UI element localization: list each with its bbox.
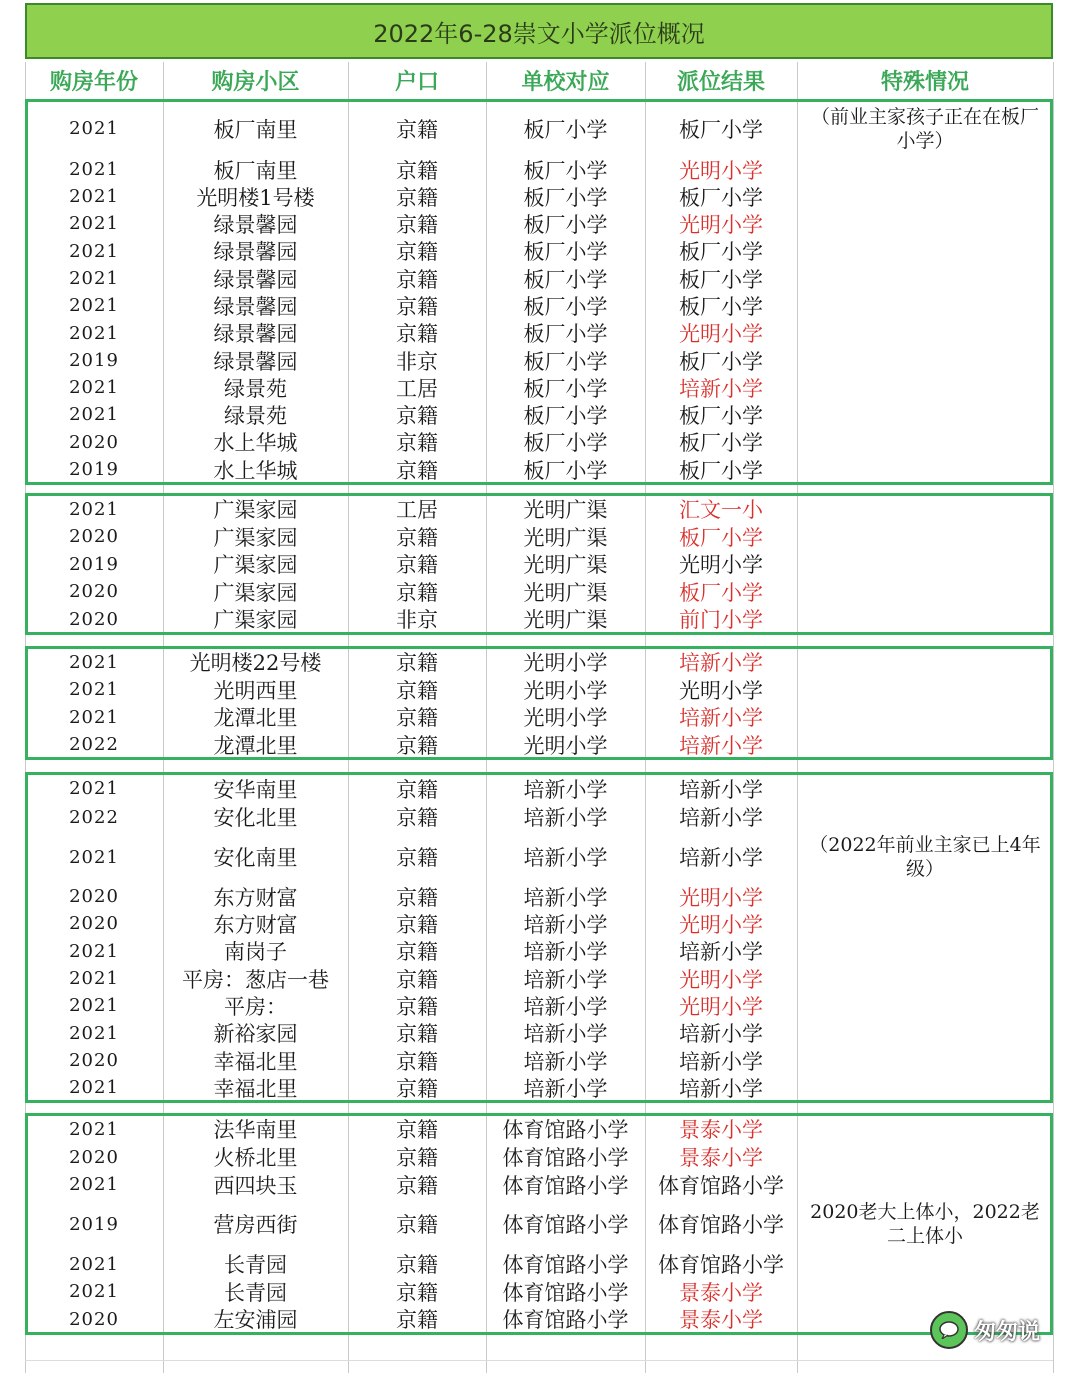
cell-hukou: 京籍 xyxy=(396,912,438,937)
table-row xyxy=(25,210,1053,237)
cell-hukou: 京籍 xyxy=(396,806,438,830)
cell-note xyxy=(797,456,1053,483)
cell-school: 体育馆路小学 xyxy=(502,1118,629,1142)
cell-year: 2021 xyxy=(69,968,119,989)
cell-result: 板厂小学 xyxy=(679,267,763,292)
cell-school: 光明小学 xyxy=(523,706,608,730)
cell-school: 板厂小学 xyxy=(523,376,608,401)
cell-year: 2020 xyxy=(69,608,119,630)
cell-year: 2019 xyxy=(69,553,119,575)
brand-name: 匆匆说 xyxy=(974,1319,1041,1345)
column-header: 购房年份 xyxy=(49,69,138,95)
cell-result: 光明小学 xyxy=(679,912,763,937)
cell-hukou: 非京 xyxy=(396,608,438,632)
cell-note xyxy=(797,319,1053,347)
table-row xyxy=(25,374,1053,401)
cell-hukou: 非京 xyxy=(396,349,438,374)
table-row xyxy=(25,428,1053,456)
cell-year: 2021 xyxy=(69,118,119,139)
cell-school: 体育馆路小学 xyxy=(502,1253,629,1277)
cell-result: 板厂小学 xyxy=(679,431,763,455)
grid-column-line xyxy=(1053,62,1054,1373)
cell-note xyxy=(797,292,1053,319)
cell-hukou: 京籍 xyxy=(396,846,438,870)
cell-year: 2021 xyxy=(69,679,119,700)
table-row xyxy=(25,401,1053,428)
cell-hukou: 京籍 xyxy=(396,1280,438,1305)
cell-area: 绿景馨园 xyxy=(213,322,298,346)
cell-area: 广渠家园 xyxy=(213,553,298,577)
cell-result: 板厂小学 xyxy=(679,349,763,374)
cell-hukou: 京籍 xyxy=(396,553,438,577)
cell-school: 板厂小学 xyxy=(523,294,608,319)
table-row xyxy=(25,347,1053,374)
cell-note xyxy=(797,237,1053,265)
table-row xyxy=(25,183,1053,210)
table-row xyxy=(25,578,1053,605)
cell-note xyxy=(797,1115,1053,1143)
cell-note xyxy=(797,550,1053,578)
cell-result: 板厂小学 xyxy=(679,294,763,319)
cell-year: 2020 xyxy=(69,431,119,453)
cell-area: 光明西里 xyxy=(213,678,298,703)
cell-area: 绿景苑 xyxy=(224,403,287,428)
cell-area: 法华南里 xyxy=(213,1118,298,1142)
cell-hukou: 京籍 xyxy=(396,1173,438,1198)
table-row xyxy=(25,1278,1053,1305)
table-row xyxy=(25,910,1053,937)
cell-school: 培新小学 xyxy=(523,1076,608,1101)
cell-note: （2022年前业主家已上4年级） xyxy=(809,834,1041,880)
cell-note xyxy=(797,883,1053,910)
table-row xyxy=(25,965,1053,992)
cell-area: 龙潭北里 xyxy=(213,733,298,758)
column-header: 购房小区 xyxy=(211,69,300,95)
cell-result: 景泰小学 xyxy=(679,1280,763,1305)
cell-result: 板厂小学 xyxy=(679,525,763,550)
column-header: 派位结果 xyxy=(676,69,765,95)
cell-hukou: 京籍 xyxy=(396,885,438,910)
cell-school: 体育馆路小学 xyxy=(502,1146,629,1170)
cell-year: 2021 xyxy=(69,1174,119,1195)
cell-school: 板厂小学 xyxy=(523,403,608,428)
cell-note xyxy=(797,1047,1053,1074)
table-row xyxy=(25,319,1053,347)
table-row xyxy=(25,292,1053,319)
cell-school: 培新小学 xyxy=(523,1049,608,1074)
cell-note xyxy=(797,676,1053,703)
cell-hukou: 京籍 xyxy=(396,294,438,319)
cell-result: 光明小学 xyxy=(679,994,763,1019)
cell-note xyxy=(797,578,1053,605)
table-row xyxy=(25,992,1053,1019)
cell-year: 2020 xyxy=(69,913,119,934)
table-row xyxy=(25,1074,1053,1101)
cell-note xyxy=(797,347,1053,374)
cell-result: 培新小学 xyxy=(679,706,763,730)
cell-year: 2021 xyxy=(69,706,119,728)
cell-note xyxy=(797,910,1053,937)
cell-note xyxy=(797,731,1053,758)
cell-result: 培新小学 xyxy=(679,733,763,758)
cell-note xyxy=(797,495,1053,523)
cell-area: 光明楼1号楼 xyxy=(196,185,315,210)
cell-hukou: 京籍 xyxy=(396,403,438,428)
cell-year: 2021 xyxy=(69,404,119,425)
cell-hukou: 工居 xyxy=(396,376,438,401)
cell-area: 板厂南里 xyxy=(213,117,298,142)
cell-school: 板厂小学 xyxy=(523,431,608,455)
cell-area: 新裕家园 xyxy=(213,1022,298,1046)
cell-school: 板厂小学 xyxy=(523,267,608,292)
cell-year: 2021 xyxy=(69,651,119,673)
cell-hukou: 京籍 xyxy=(396,267,438,292)
cell-hukou: 京籍 xyxy=(396,322,438,346)
cell-area: 幸福北里 xyxy=(213,1076,298,1101)
cell-year: 2020 xyxy=(69,581,119,602)
cell-hukou: 京籍 xyxy=(396,706,438,730)
table-row xyxy=(25,1305,1053,1333)
table-row xyxy=(25,648,1053,676)
cell-area: 东方财富 xyxy=(213,885,298,910)
table-row xyxy=(25,1143,1053,1171)
cell-school: 培新小学 xyxy=(523,1022,608,1046)
cell-result: 板厂小学 xyxy=(679,580,763,605)
cell-year: 2021 xyxy=(69,1118,119,1140)
cell-note xyxy=(797,992,1053,1019)
column-header: 单校对应 xyxy=(521,69,610,95)
cell-school: 培新小学 xyxy=(523,846,608,870)
cell-result: 光明小学 xyxy=(679,158,763,183)
table-row xyxy=(25,1198,1053,1250)
cell-area: 板厂南里 xyxy=(213,158,298,183)
brand-watermark xyxy=(930,1300,1050,1360)
cell-note xyxy=(797,1143,1053,1171)
cell-school: 培新小学 xyxy=(523,806,608,830)
cell-year: 2021 xyxy=(69,498,119,520)
cell-year: 2020 xyxy=(69,1308,119,1330)
cell-result: 景泰小学 xyxy=(679,1146,763,1170)
table-row xyxy=(25,156,1053,183)
cell-result: 培新小学 xyxy=(679,651,763,675)
cell-year: 2021 xyxy=(69,186,119,207)
cell-area: 水上华城 xyxy=(213,458,298,483)
cell-school: 光明广渠 xyxy=(523,580,608,605)
cell-hukou: 京籍 xyxy=(396,1253,438,1277)
cell-area: 东方财富 xyxy=(213,912,298,937)
cell-year: 2021 xyxy=(69,295,119,316)
cell-year: 2021 xyxy=(69,940,119,962)
cell-result: 培新小学 xyxy=(679,1049,763,1074)
cell-result: 培新小学 xyxy=(679,777,763,802)
table-row xyxy=(25,703,1053,731)
cell-hukou: 京籍 xyxy=(396,1049,438,1074)
cell-school: 板厂小学 xyxy=(523,117,608,142)
cell-area: 左安浦园 xyxy=(213,1308,298,1332)
cell-year: 2021 xyxy=(69,159,119,180)
cell-hukou: 京籍 xyxy=(396,185,438,210)
cell-year: 2021 xyxy=(69,213,119,234)
cell-result: 板厂小学 xyxy=(679,117,763,142)
cell-area: 安华南里 xyxy=(213,777,298,802)
cell-area: 火桥北里 xyxy=(213,1146,298,1170)
cell-area: 水上华城 xyxy=(213,431,298,455)
cell-year: 2021 xyxy=(69,1022,119,1044)
cell-year: 2022 xyxy=(69,734,119,755)
cell-note xyxy=(797,1250,1053,1278)
cell-hukou: 京籍 xyxy=(396,1308,438,1332)
cell-result: 体育馆路小学 xyxy=(658,1173,784,1198)
cell-school: 板厂小学 xyxy=(523,458,608,483)
cell-school: 体育馆路小学 xyxy=(502,1280,629,1305)
cell-hukou: 京籍 xyxy=(396,580,438,605)
cell-result: 光明小学 xyxy=(679,885,763,910)
table-row xyxy=(25,605,1053,633)
cell-hukou: 京籍 xyxy=(396,1118,438,1142)
cell-year: 2021 xyxy=(69,1077,119,1098)
cell-school: 光明小学 xyxy=(523,678,608,703)
cell-result: 体育馆路小学 xyxy=(658,1253,784,1277)
cell-hukou: 京籍 xyxy=(396,967,438,992)
cell-hukou: 京籍 xyxy=(396,940,438,964)
cell-area: 光明楼22号楼 xyxy=(189,651,322,675)
table-row xyxy=(25,937,1053,965)
cell-result: 培新小学 xyxy=(679,1076,763,1101)
cell-area: 平房：葱店一巷 xyxy=(182,967,329,992)
cell-result: 培新小学 xyxy=(679,376,763,401)
cell-result: 光明小学 xyxy=(679,967,763,992)
cell-hukou: 京籍 xyxy=(396,212,438,237)
cell-school: 光明小学 xyxy=(523,651,608,675)
cell-result: 培新小学 xyxy=(679,940,763,964)
cell-hukou: 京籍 xyxy=(396,777,438,802)
cell-area: 绿景苑 xyxy=(224,376,287,401)
cell-hukou: 京籍 xyxy=(396,994,438,1019)
cell-year: 2022 xyxy=(69,806,119,828)
cell-area: 安化北里 xyxy=(213,806,298,830)
cell-year: 2020 xyxy=(69,886,119,907)
table-row xyxy=(25,523,1053,550)
cell-area: 西四块玉 xyxy=(213,1173,298,1198)
cell-result: 前门小学 xyxy=(679,608,763,632)
cell-school: 光明广渠 xyxy=(523,608,608,632)
cell-area: 龙潭北里 xyxy=(213,706,298,730)
cell-note xyxy=(797,648,1053,676)
cell-year: 2021 xyxy=(69,322,119,344)
cell-year: 2019 xyxy=(69,459,119,480)
cell-hukou: 京籍 xyxy=(396,733,438,758)
cell-area: 广渠家园 xyxy=(213,608,298,632)
cell-area: 广渠家园 xyxy=(213,580,298,605)
cell-note: （前业主家孩子正在在板厂小学） xyxy=(810,105,1039,152)
cell-area: 广渠家园 xyxy=(213,498,298,522)
table-row xyxy=(25,1019,1053,1047)
cell-area: 绿景馨园 xyxy=(213,240,298,264)
grid-row-line xyxy=(25,1360,1053,1361)
cell-hukou: 京籍 xyxy=(396,240,438,264)
cell-year: 2021 xyxy=(69,1281,119,1302)
cell-result: 光明小学 xyxy=(679,322,763,346)
table-row xyxy=(25,237,1053,265)
cell-area: 绿景馨园 xyxy=(213,267,298,292)
cell-result: 汇文一小 xyxy=(679,498,763,522)
cell-result: 板厂小学 xyxy=(679,240,763,264)
cell-school: 板厂小学 xyxy=(523,322,608,346)
cell-note xyxy=(797,265,1053,292)
cell-year: 2021 xyxy=(69,268,119,289)
cell-note xyxy=(797,1171,1053,1198)
cell-hukou: 京籍 xyxy=(396,431,438,455)
cell-year: 2020 xyxy=(69,1050,119,1071)
cell-school: 光明小学 xyxy=(523,733,608,758)
cell-note: 2020老大上体小，2022老二上体小 xyxy=(810,1201,1040,1247)
cell-school: 培新小学 xyxy=(523,940,608,964)
cell-area: 广渠家园 xyxy=(213,525,298,550)
cell-school: 板厂小学 xyxy=(523,158,608,183)
cell-year: 2021 xyxy=(69,778,119,799)
cell-result: 体育馆路小学 xyxy=(658,1213,784,1237)
cell-note xyxy=(797,401,1053,428)
cell-year: 2019 xyxy=(69,1213,119,1235)
cell-note xyxy=(797,1074,1053,1101)
cell-note xyxy=(797,774,1053,803)
cell-result: 培新小学 xyxy=(679,846,763,870)
column-header: 户口 xyxy=(394,69,439,95)
cell-area: 安化南里 xyxy=(213,846,298,870)
table-row xyxy=(25,1171,1053,1198)
cell-hukou: 京籍 xyxy=(396,1022,438,1046)
table-row xyxy=(25,803,1053,831)
table-row xyxy=(25,1047,1053,1074)
cell-result: 板厂小学 xyxy=(679,185,763,210)
cell-hukou: 京籍 xyxy=(396,678,438,703)
cell-area: 绿景馨园 xyxy=(213,294,298,319)
cell-year: 2021 xyxy=(69,240,119,262)
table-row xyxy=(25,1250,1053,1278)
cell-hukou: 京籍 xyxy=(396,1146,438,1170)
cell-hukou: 工居 xyxy=(396,498,438,522)
chat-bubble-icon xyxy=(930,1311,968,1349)
cell-area: 营房西街 xyxy=(213,1213,298,1237)
cell-school: 板厂小学 xyxy=(523,185,608,210)
column-header: 特殊情况 xyxy=(880,69,969,95)
cell-note xyxy=(797,703,1053,731)
cell-area: 长青园 xyxy=(224,1280,287,1305)
cell-note xyxy=(797,428,1053,456)
cell-area: 南岗子 xyxy=(224,940,287,964)
cell-area: 长青园 xyxy=(224,1253,287,1277)
table-row xyxy=(25,456,1053,483)
cell-result: 景泰小学 xyxy=(679,1308,763,1332)
cell-note xyxy=(797,210,1053,237)
cell-result: 光明小学 xyxy=(679,678,763,703)
cell-hukou: 京籍 xyxy=(396,158,438,183)
cell-school: 板厂小学 xyxy=(523,349,608,374)
table-row xyxy=(25,495,1053,523)
cell-school: 培新小学 xyxy=(523,994,608,1019)
table-row xyxy=(25,731,1053,758)
cell-hukou: 京籍 xyxy=(396,117,438,142)
cell-note xyxy=(797,803,1053,831)
cell-note xyxy=(797,374,1053,401)
cell-hukou: 京籍 xyxy=(396,458,438,483)
table-row xyxy=(25,774,1053,803)
cell-year: 2021 xyxy=(69,377,119,398)
cell-school: 板厂小学 xyxy=(523,212,608,237)
table-row xyxy=(25,676,1053,703)
cell-area: 平房： xyxy=(224,994,287,1019)
cell-note xyxy=(797,605,1053,633)
cell-result: 板厂小学 xyxy=(679,403,763,428)
cell-school: 体育馆路小学 xyxy=(502,1213,629,1237)
cell-school: 培新小学 xyxy=(523,885,608,910)
cell-year: 2021 xyxy=(69,846,119,868)
table-row xyxy=(25,550,1053,578)
cell-result: 光明小学 xyxy=(679,212,763,237)
cell-school: 培新小学 xyxy=(523,967,608,992)
cell-area: 绿景馨园 xyxy=(213,349,298,374)
cell-note xyxy=(797,156,1053,183)
cell-result: 景泰小学 xyxy=(679,1118,763,1142)
cell-area: 绿景馨园 xyxy=(213,212,298,237)
table-row xyxy=(25,265,1053,292)
cell-note xyxy=(797,523,1053,550)
cell-year: 2020 xyxy=(69,526,119,547)
cell-area: 幸福北里 xyxy=(213,1049,298,1074)
cell-school: 光明广渠 xyxy=(523,525,608,550)
cell-result: 板厂小学 xyxy=(679,458,763,483)
table-row xyxy=(25,883,1053,910)
cell-hukou: 京籍 xyxy=(396,651,438,675)
cell-year: 2021 xyxy=(69,1253,119,1275)
cell-note xyxy=(797,965,1053,992)
table-title: 2022年6-28崇文小学派位概况 xyxy=(25,3,1053,59)
cell-hukou: 京籍 xyxy=(396,1213,438,1237)
cell-school: 培新小学 xyxy=(523,777,608,802)
cell-result: 培新小学 xyxy=(679,1022,763,1046)
cell-note xyxy=(797,183,1053,210)
cell-year: 2020 xyxy=(69,1146,119,1168)
cell-result: 培新小学 xyxy=(679,806,763,830)
table-row xyxy=(25,101,1053,156)
cell-school: 板厂小学 xyxy=(523,240,608,264)
table-row xyxy=(25,831,1053,883)
cell-hukou: 京籍 xyxy=(396,1076,438,1101)
cell-year: 2019 xyxy=(69,350,119,371)
cell-school: 光明广渠 xyxy=(523,498,608,522)
cell-school: 培新小学 xyxy=(523,912,608,937)
cell-year: 2021 xyxy=(69,995,119,1016)
cell-school: 体育馆路小学 xyxy=(502,1308,629,1332)
cell-note xyxy=(797,937,1053,965)
cell-school: 光明广渠 xyxy=(523,553,608,577)
cell-note xyxy=(797,1019,1053,1047)
cell-hukou: 京籍 xyxy=(396,525,438,550)
cell-result: 光明小学 xyxy=(679,553,763,577)
cell-school: 体育馆路小学 xyxy=(502,1173,629,1198)
table-row xyxy=(25,1115,1053,1143)
